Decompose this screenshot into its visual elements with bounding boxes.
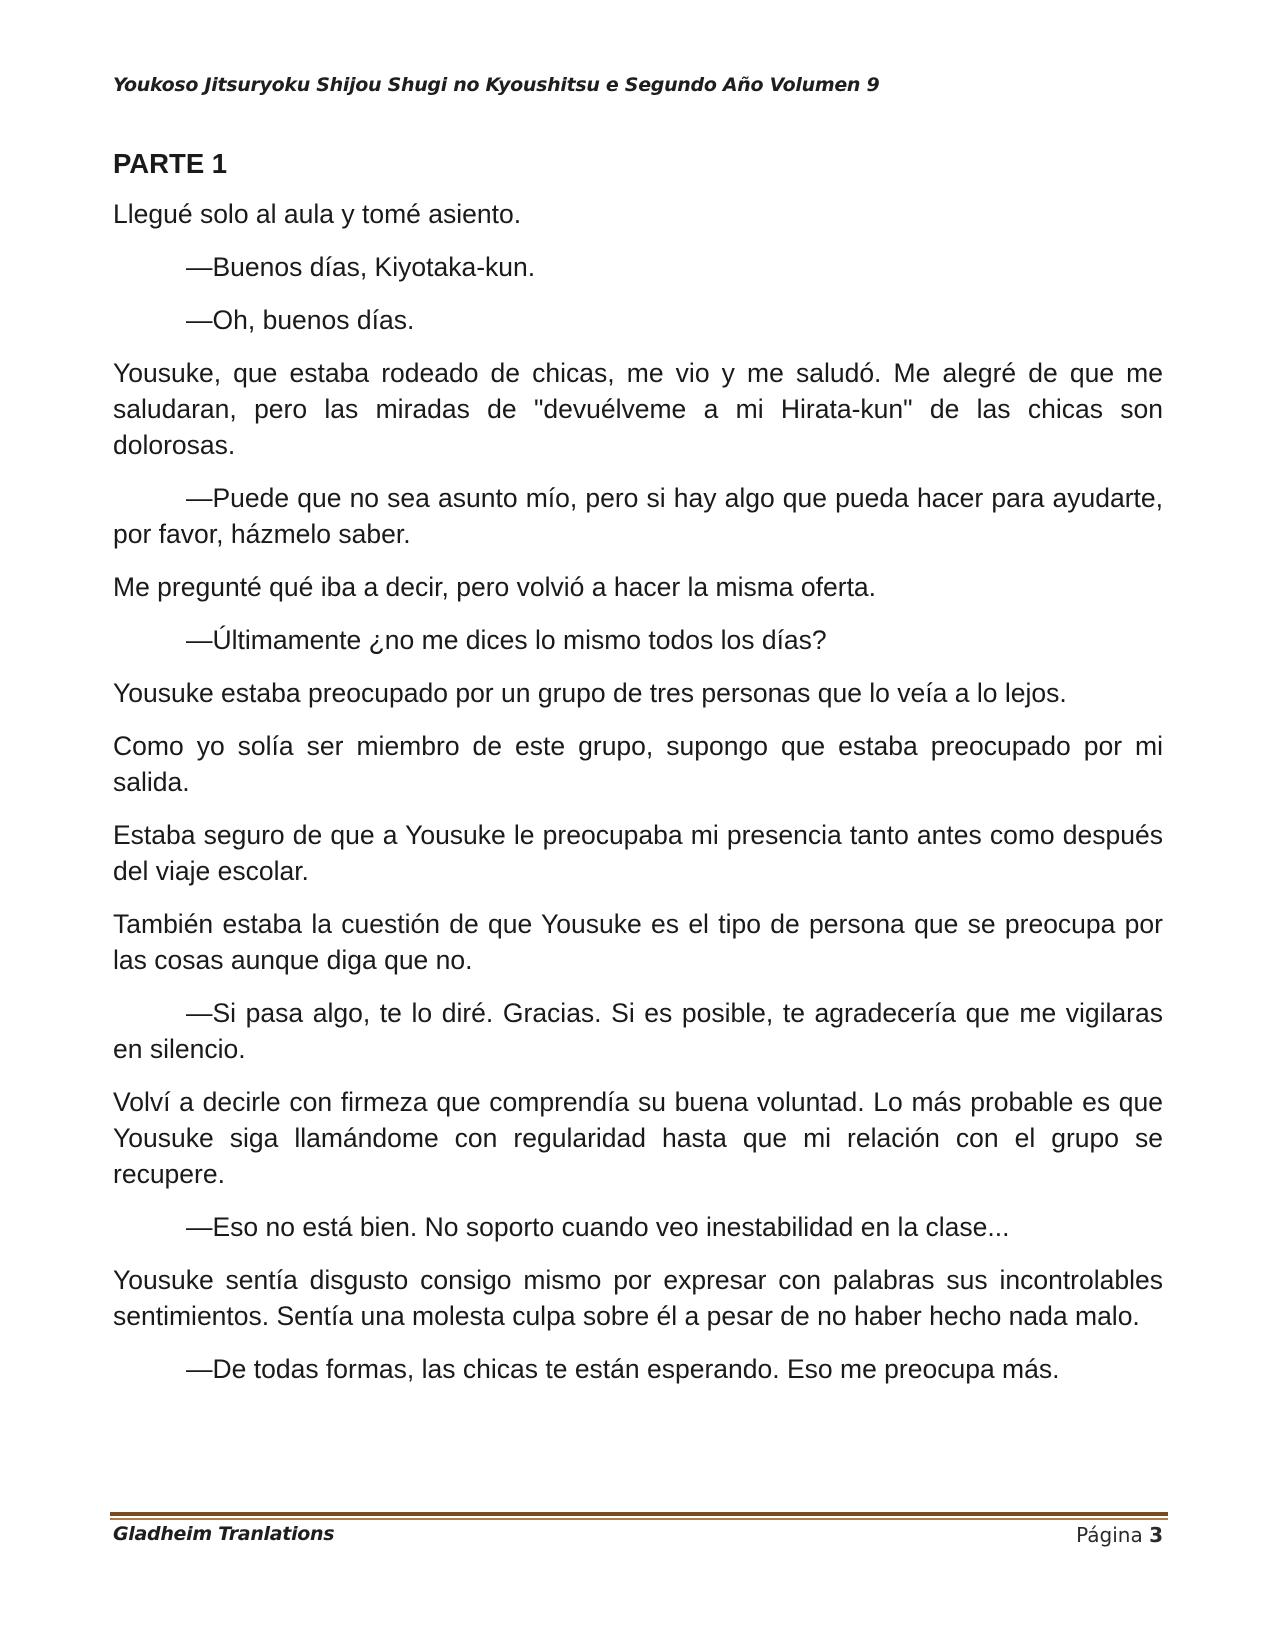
running-header: Youkoso Jitsuryoku Shijou Shugi no Kyoushitsu e Segundo Año Volumen 9 bbox=[113, 74, 880, 96]
dialogue-line: —Puede que no sea asunto mío, pero si hay algo que pueda hacer para ayudarte, por favor, házmelo saber. bbox=[113, 483, 1163, 549]
footer-translator: Gladheim Tranlations bbox=[113, 1523, 335, 1545]
paragraph: También estaba la cuestión de que Yousuke es el tipo de persona que se preocupa por las cosas aunque diga que no. bbox=[113, 909, 1163, 975]
dialogue-line: —De todas formas, las chicas te están esperando. Eso me preocupa más. bbox=[186, 1354, 1060, 1384]
page-body bbox=[113, 146, 1163, 1404]
paragraph: Me pregunté qué iba a decir, pero volvió a hacer la misma oferta. bbox=[113, 572, 877, 602]
paragraph: Volví a decirle con firmeza que comprendía su buena voluntad. Lo más probable es que Yousuke siga llamándome con regularidad hasta que mi relación con el grupo se recupere. bbox=[113, 1087, 1163, 1189]
dialogue-line: —Buenos días, Kiyotaka-kun. bbox=[186, 252, 536, 282]
section-heading: PARTE 1 bbox=[113, 148, 228, 179]
dialogue-line: —Eso no está bien. No soporto cuando veo inestabilidad en la clase... bbox=[186, 1212, 1010, 1242]
dialogue-line: —Oh, buenos días. bbox=[186, 305, 415, 335]
dialogue-line: —Últimamente ¿no me dices lo mismo todos los días? bbox=[186, 625, 827, 655]
dialogue-line: —Si pasa algo, te lo diré. Gracias. Si es posible, te agradecería que me vigilaras en silencio. bbox=[113, 998, 1163, 1064]
paragraph: Estaba seguro de que a Yousuke le preocupaba mi presencia tanto antes como después del viaje escolar. bbox=[113, 820, 1163, 886]
page-label: Página bbox=[1076, 1523, 1143, 1547]
paragraph: Yousuke estaba preocupado por un grupo de tres personas que lo veía a lo lejos. bbox=[113, 678, 1067, 708]
page-number: 3 bbox=[1149, 1523, 1163, 1547]
paragraph: Yousuke, que estaba rodeado de chicas, me vio y me saludó. Me alegré de que me saludaran, pero las miradas de "devuélveme a mi Hirata-kun" de las chicas son dolorosas. bbox=[113, 358, 1163, 460]
paragraph: Yousuke sentía disgusto consigo mismo por expresar con palabras sus incontrolables sentimientos. Sentía una molesta culpa sobre él a pesar de no haber hecho nada malo. bbox=[113, 1265, 1163, 1331]
page-number-label bbox=[1076, 1523, 1163, 1547]
footer-rule-thin bbox=[110, 1518, 1168, 1520]
paragraph: Como yo solía ser miembro de este grupo, supongo que estaba preocupado por mi salida. bbox=[113, 731, 1163, 797]
footer-rule bbox=[110, 1512, 1168, 1516]
paragraph: Llegué solo al aula y tomé asiento. bbox=[113, 199, 522, 229]
